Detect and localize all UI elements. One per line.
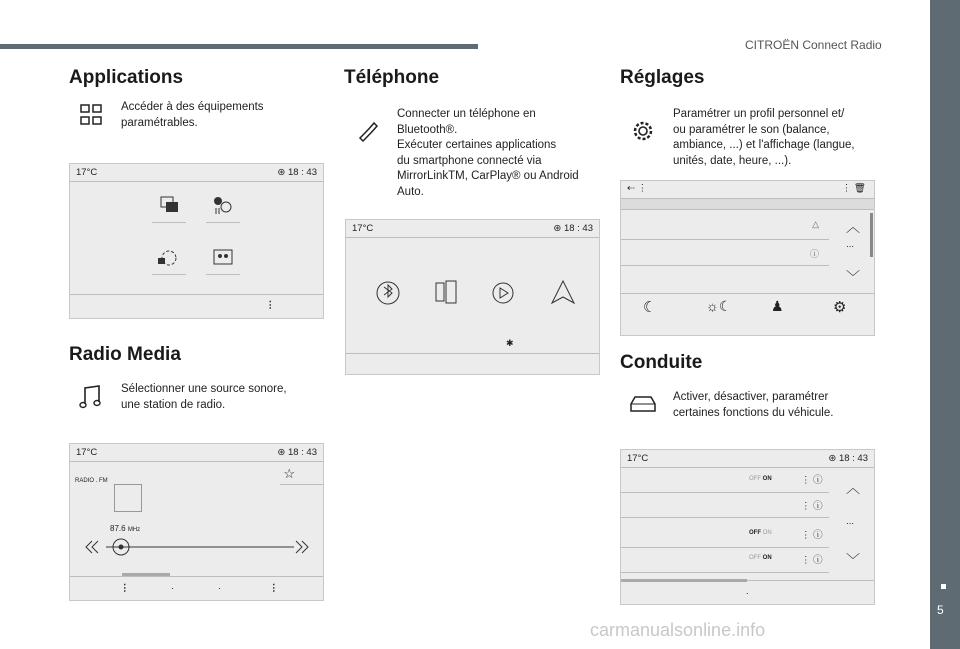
- page-dot: .: [746, 586, 749, 597]
- more-options-icon[interactable]: ⋮: [265, 300, 275, 311]
- reglages-description: Paramétrer un profil personnel et/ ou paramétrer le son (balance, ambiance, ...) et l'affichage (langue, unités, date, heure, ...).: [673, 108, 855, 167]
- clock: ⊛ 18 : 43: [277, 167, 317, 178]
- page-dot-icon: ·: [218, 583, 222, 594]
- android-auto-icon: [552, 281, 574, 303]
- connectivity-tiles: [368, 278, 584, 308]
- more-indicator: ...: [846, 516, 854, 527]
- scroll-down-icon[interactable]: ﹀: [846, 552, 860, 568]
- more-indicator: ...: [846, 239, 854, 250]
- status-bar: [70, 444, 323, 461]
- car-icon: [628, 394, 658, 414]
- conduite-title: Conduite: [620, 352, 703, 373]
- mirrorlink-icon: [436, 281, 456, 303]
- scrollbar[interactable]: [870, 213, 873, 257]
- radio-screen: [69, 443, 324, 601]
- music-note-icon: [79, 384, 103, 410]
- header-strip: [621, 199, 874, 209]
- system-settings-icon[interactable]: ⚙: [833, 299, 847, 316]
- radio-media-description: Sélectionner une source sonore, une station de radio.: [121, 383, 287, 411]
- info-icon: ⓘ: [809, 249, 819, 259]
- station-artwork: [114, 484, 142, 512]
- scroll-up-icon[interactable]: ︿: [846, 219, 860, 235]
- toggle-row-1[interactable]: OFF ON: [749, 476, 772, 482]
- radio-media-title: Radio Media: [69, 344, 181, 365]
- telephone-screen: [345, 219, 600, 375]
- warning-icon: △: [812, 219, 819, 229]
- app-tile-mode[interactable]: [152, 244, 186, 275]
- menu-dots-icon[interactable]: ⋮: [120, 583, 130, 594]
- frequency-slider[interactable]: [84, 534, 309, 562]
- clock: ⊛ 18 : 43: [277, 447, 317, 458]
- day-night-icon[interactable]: ☼☾: [706, 298, 732, 314]
- frequency-display: 87.6 MHz: [110, 524, 141, 533]
- temperature: 17°C: [76, 447, 98, 458]
- telephone-title: Téléphone: [344, 67, 440, 88]
- clock: ⊛ 18 : 43: [828, 453, 868, 464]
- trash-icon[interactable]: ⋮ 🗑: [841, 183, 866, 194]
- watermark: carmanualsonline.info: [590, 620, 766, 640]
- carplay-icon: [493, 283, 513, 303]
- row-options-icon[interactable]: ⋮ ⓘ: [801, 555, 823, 566]
- night-mode-icon[interactable]: ☾: [643, 299, 657, 316]
- apps-grid-icon: [80, 104, 102, 126]
- clock: ⊛ 18 : 43: [553, 223, 593, 234]
- applications-title: Applications: [69, 67, 184, 88]
- app-tile-settings[interactable]: [206, 192, 240, 223]
- progress-indicator: [621, 579, 747, 582]
- telephone-description: Connecter un téléphone en Bluetooth®. Exécuter certaines applications du smartphone connecté via MirrorLinkTM, CarPlay® ou Android Auto.: [397, 108, 579, 198]
- conduite-description: Activer, désactiver, paramétrer certaines fonctions du véhicule.: [673, 391, 834, 419]
- row-options-icon[interactable]: ⋮ ⓘ: [801, 530, 823, 541]
- row-options-icon[interactable]: ⋮ ⓘ: [801, 501, 823, 512]
- toggle-row-4[interactable]: OFF ON: [749, 555, 772, 561]
- app-tile-connected[interactable]: [152, 192, 186, 223]
- status-bar: [346, 220, 599, 237]
- radio-source-label: RADIO . FM: [75, 478, 108, 484]
- header-accent-bar: [0, 44, 478, 49]
- driving-screen: [620, 449, 875, 605]
- more-options-icon[interactable]: ⋮: [269, 583, 279, 594]
- settings-gear-icon: [630, 118, 656, 144]
- favorite-star-icon[interactable]: ☆: [283, 466, 295, 481]
- page-dot-icon: ·: [171, 583, 175, 594]
- settings-screen: [620, 180, 875, 336]
- scroll-up-icon[interactable]: ︿: [846, 480, 860, 496]
- applications-screen: [69, 163, 324, 319]
- scroll-down-icon[interactable]: ﹀: [846, 269, 860, 285]
- applications-description: Accéder à des équipements paramétrables.: [121, 101, 264, 129]
- back-arrow-icon[interactable]: ⇠ ⋮: [627, 183, 648, 194]
- status-bar: [70, 164, 323, 181]
- toggle-row-3[interactable]: OFF ON: [749, 530, 772, 536]
- profile-icon[interactable]: ♟: [771, 298, 784, 314]
- bluetooth-icon: [377, 282, 399, 304]
- page-side-bar: [930, 0, 960, 649]
- reglages-title: Réglages: [620, 67, 705, 88]
- status-bar: [621, 450, 874, 467]
- row-options-icon[interactable]: ⋮ ⓘ: [801, 475, 823, 486]
- bluetooth-status-icon: ✱: [506, 338, 514, 348]
- progress-indicator: [122, 573, 170, 576]
- phone-handset-icon: [356, 120, 380, 144]
- brand-title: CITROËN Connect Radio: [745, 38, 882, 52]
- temperature: 17°C: [76, 167, 98, 178]
- temperature: 17°C: [627, 453, 649, 464]
- temperature: 17°C: [352, 223, 374, 234]
- page-marker: [941, 584, 946, 589]
- app-tile-contacts[interactable]: [206, 244, 240, 275]
- page-number: 5: [937, 603, 944, 617]
